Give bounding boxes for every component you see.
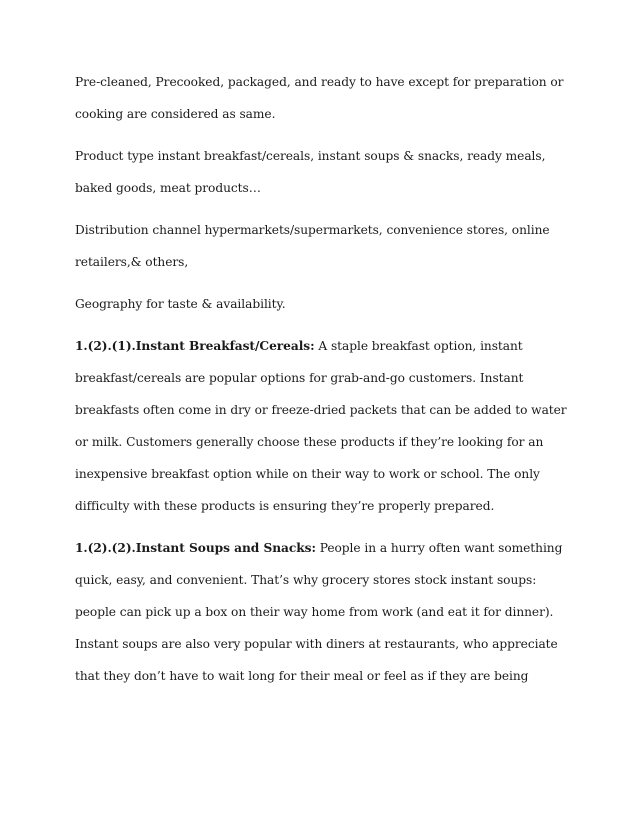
section-instant-soups [75, 538, 575, 698]
text-line: people can pick up a box on their way home from work (and eat it for dinner). [75, 605, 554, 619]
text-line: Product type instant breakfast/cereals, instant soups & snacks, ready meals, [75, 149, 546, 163]
section-first-line [75, 538, 575, 570]
text-line: quick, easy, and convenient. That’s why grocery stores stock instant soups: [75, 573, 537, 587]
paragraph-geography [75, 294, 575, 326]
text-line: difficulty with these products is ensuring they’re properly prepared. [75, 499, 495, 513]
section-heading: 1.(2).(2).Instant Soups and Snacks: [75, 541, 316, 555]
text-line: inexpensive breakfast option while on their way to work or school. The only [75, 467, 540, 481]
text-line: cooking are considered as same. [75, 107, 276, 121]
document-page [75, 72, 575, 698]
section-instant-breakfast [75, 336, 575, 528]
text-line: baked goods, meat products… [75, 181, 261, 195]
text-line: that they don’t have to wait long for their meal or feel as if they are being [75, 669, 529, 683]
paragraph-distribution-channel [75, 220, 575, 284]
text-line: retailers,& others, [75, 255, 189, 269]
section-first-line-text: People in a hurry often want something [315, 541, 563, 555]
text-line: Distribution channel hypermarkets/supermarkets, convenience stores, online [75, 223, 550, 237]
section-heading: 1.(2).(1).Instant Breakfast/Cereals: [75, 339, 315, 353]
text-line: Instant soups are also very popular with diners at restaurants, who appreciate [75, 637, 558, 651]
text-line: or milk. Customers generally choose these products if they’re looking for an [75, 435, 544, 449]
text-line: Pre-cleaned, Precooked, packaged, and ready to have except for preparation or [75, 75, 564, 89]
text-line: Geography for taste & availability. [75, 297, 286, 311]
section-first-line-text: A staple breakfast option, instant [314, 339, 523, 353]
paragraph-definition [75, 72, 575, 136]
text-line: breakfast/cereals are popular options for grab-and-go customers. Instant [75, 371, 524, 385]
section-first-line [75, 336, 575, 368]
text-line: breakfasts often come in dry or freeze-dried packets that can be added to water [75, 403, 567, 417]
paragraph-product-type [75, 146, 575, 210]
